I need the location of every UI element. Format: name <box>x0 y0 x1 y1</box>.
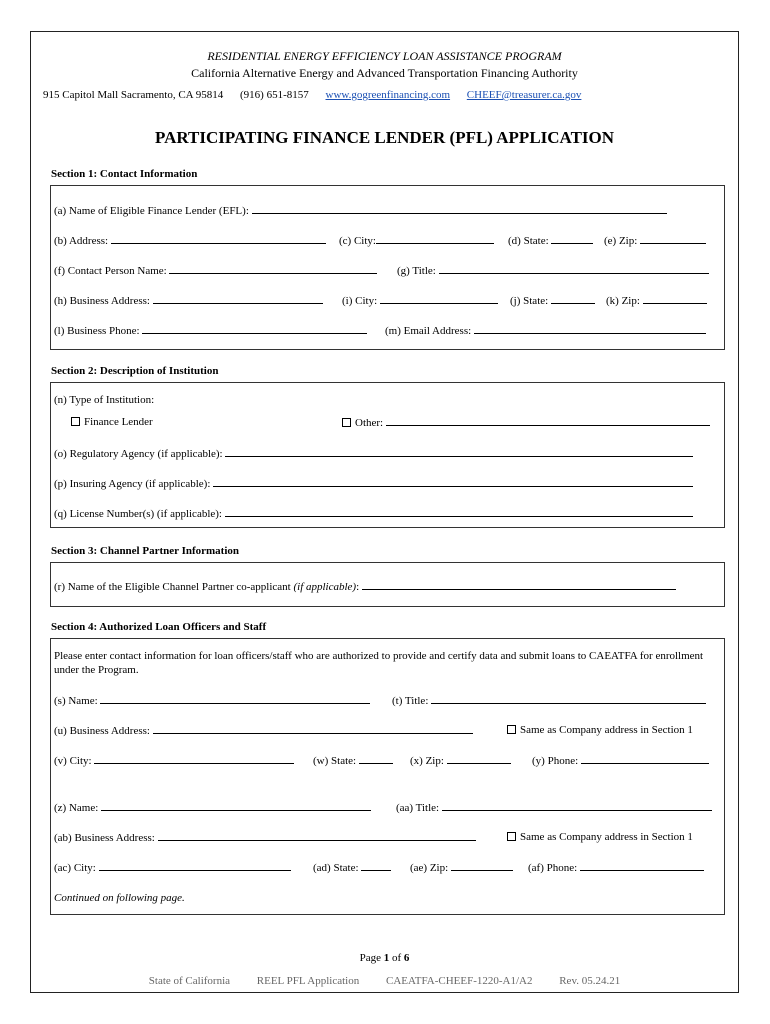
field-city[interactable]: (c) City: <box>339 234 494 247</box>
field-officer1-state[interactable]: (w) State: <box>313 754 393 767</box>
section3-title: Section 3: Channel Partner Information <box>51 545 240 557</box>
program-name: RESIDENTIAL ENERGY EFFICIENCY LOAN ASSISTANCE PROGRAM <box>207 49 562 63</box>
contact-name-line[interactable] <box>169 264 377 274</box>
city-line[interactable] <box>376 234 494 244</box>
officer1-title-line[interactable] <box>431 694 706 704</box>
email-link[interactable]: CHEEF@treasurer.ca.gov <box>466 89 582 101</box>
other-checkbox[interactable] <box>342 418 351 427</box>
field-license-number[interactable]: (q) License Number(s) (if applicable): <box>54 507 693 520</box>
section1-title: Section 1: Contact Information <box>51 168 198 180</box>
document-footer <box>31 975 738 987</box>
state-line[interactable] <box>551 234 593 244</box>
section4-title: Section 4: Authorized Loan Officers and Staff <box>51 621 267 633</box>
officer1-address-line[interactable] <box>153 724 473 734</box>
section3-box <box>50 562 725 607</box>
field-officer1-phone[interactable]: (y) Phone: <box>532 754 709 767</box>
field-business-state[interactable]: (j) State: <box>510 294 595 307</box>
field-address[interactable]: (b) Address: <box>54 234 326 247</box>
email-line[interactable] <box>474 324 706 334</box>
field-efl-name[interactable]: (a) Name of Eligible Finance Lender (EFL): <box>54 204 667 217</box>
section2-box <box>50 382 725 528</box>
business-city-line[interactable] <box>380 294 498 304</box>
officer1-same-address-checkbox[interactable] <box>507 725 516 734</box>
officer2-city-line[interactable] <box>99 861 291 871</box>
section4-instructions: Please enter contact information for loan officers/staff who are authorized to provide and certify data and submit loans to CAEATFA for enrollment under the Program. <box>54 650 704 676</box>
field-officer1-city[interactable]: (v) City: <box>54 754 294 767</box>
field-business-zip[interactable]: (k) Zip: <box>606 294 707 307</box>
business-address-line[interactable] <box>153 294 323 304</box>
officer2-same-address-checkbox[interactable] <box>507 832 516 841</box>
business-zip-line[interactable] <box>643 294 707 304</box>
zip-line[interactable] <box>640 234 706 244</box>
contact-title-line[interactable] <box>439 264 709 274</box>
business-state-line[interactable] <box>551 294 595 304</box>
option-officer2-same-address[interactable]: Same as Company address in Section 1 <box>507 831 693 843</box>
insuring-agency-line[interactable] <box>213 477 693 487</box>
finance-lender-checkbox[interactable] <box>71 417 80 426</box>
field-officer2-phone[interactable]: (af) Phone: <box>528 861 704 874</box>
authority-name: California Alternative Energy and Advanced Transportation Financing Authority <box>191 66 578 80</box>
field-email[interactable]: (m) Email Address: <box>385 324 706 337</box>
officer1-name-line[interactable] <box>100 694 370 704</box>
field-officer2-state[interactable]: (ad) State: <box>313 861 391 874</box>
document-page <box>30 31 739 993</box>
footer-form-code: CAEATFA-CHEEF-1220-A1/A2 <box>386 975 533 987</box>
footer-revision: Rev. 05.24.21 <box>559 975 621 987</box>
section1-box <box>50 185 725 350</box>
office-address: 915 Capitol Mall Sacramento, CA 95814 <box>43 89 224 101</box>
field-channel-partner[interactable]: (r) Name of the Eligible Channel Partner co-applicant (if applicable): <box>54 580 676 593</box>
field-officer2-zip[interactable]: (ae) Zip: <box>410 861 513 874</box>
officer2-title-line[interactable] <box>442 801 712 811</box>
officer2-state-line[interactable] <box>361 861 391 871</box>
continued-note: Continued on following page. <box>54 892 185 904</box>
section2-title: Section 2: Description of Institution <box>51 365 219 377</box>
footer-doc-name: REEL PFL Application <box>256 975 360 987</box>
officer2-phone-line[interactable] <box>580 861 704 871</box>
field-officer2-name[interactable]: (z) Name: <box>54 801 371 814</box>
field-contact-name[interactable]: (f) Contact Person Name: <box>54 264 377 277</box>
field-insuring-agency[interactable]: (p) Insuring Agency (if applicable): <box>54 477 693 490</box>
officer2-name-line[interactable] <box>101 801 371 811</box>
field-business-phone[interactable]: (l) Business Phone: <box>54 324 367 337</box>
field-business-address[interactable]: (h) Business Address: <box>54 294 323 307</box>
office-phone: (916) 651-8157 <box>240 89 309 101</box>
officer1-zip-line[interactable] <box>447 754 511 764</box>
website-link[interactable]: www.gogreenfinancing.com <box>325 89 451 101</box>
regulatory-agency-line[interactable] <box>225 447 693 457</box>
business-phone-line[interactable] <box>142 324 367 334</box>
field-officer1-title[interactable]: (t) Title: <box>392 694 706 707</box>
other-line[interactable] <box>386 416 710 426</box>
officer1-state-line[interactable] <box>359 754 393 764</box>
field-officer1-name[interactable]: (s) Name: <box>54 694 370 707</box>
option-officer1-same-address[interactable]: Same as Company address in Section 1 <box>507 724 693 736</box>
efl-name-line[interactable] <box>252 204 667 214</box>
address-line[interactable] <box>111 234 326 244</box>
institution-type-label: (n) Type of Institution: <box>54 394 155 406</box>
field-officer1-address[interactable]: (u) Business Address: <box>54 724 473 737</box>
page-number: Page 1 of 6 <box>359 952 410 964</box>
officer2-zip-line[interactable] <box>451 861 513 871</box>
field-officer2-city[interactable]: (ac) City: <box>54 861 291 874</box>
officer1-city-line[interactable] <box>94 754 294 764</box>
page-title: PARTICIPATING FINANCE LENDER (PFL) APPLICATION <box>154 128 615 147</box>
field-state[interactable]: (d) State: <box>508 234 593 247</box>
option-other[interactable]: Other: <box>342 416 710 429</box>
officer1-phone-line[interactable] <box>581 754 709 764</box>
field-officer1-zip[interactable]: (x) Zip: <box>410 754 511 767</box>
option-finance-lender[interactable]: Finance Lender <box>71 416 153 428</box>
field-officer2-address[interactable]: (ab) Business Address: <box>54 831 476 844</box>
field-officer2-title[interactable]: (aa) Title: <box>396 801 712 814</box>
officer2-address-line[interactable] <box>158 831 476 841</box>
license-number-line[interactable] <box>225 507 693 517</box>
channel-partner-line[interactable] <box>362 580 676 590</box>
field-business-city[interactable]: (i) City: <box>342 294 498 307</box>
footer-state: State of California <box>148 975 231 987</box>
section4-box <box>50 638 725 915</box>
field-contact-title[interactable]: (g) Title: <box>397 264 709 277</box>
field-regulatory-agency[interactable]: (o) Regulatory Agency (if applicable): <box>54 447 693 460</box>
contact-line <box>43 89 595 101</box>
field-zip[interactable]: (e) Zip: <box>604 234 706 247</box>
